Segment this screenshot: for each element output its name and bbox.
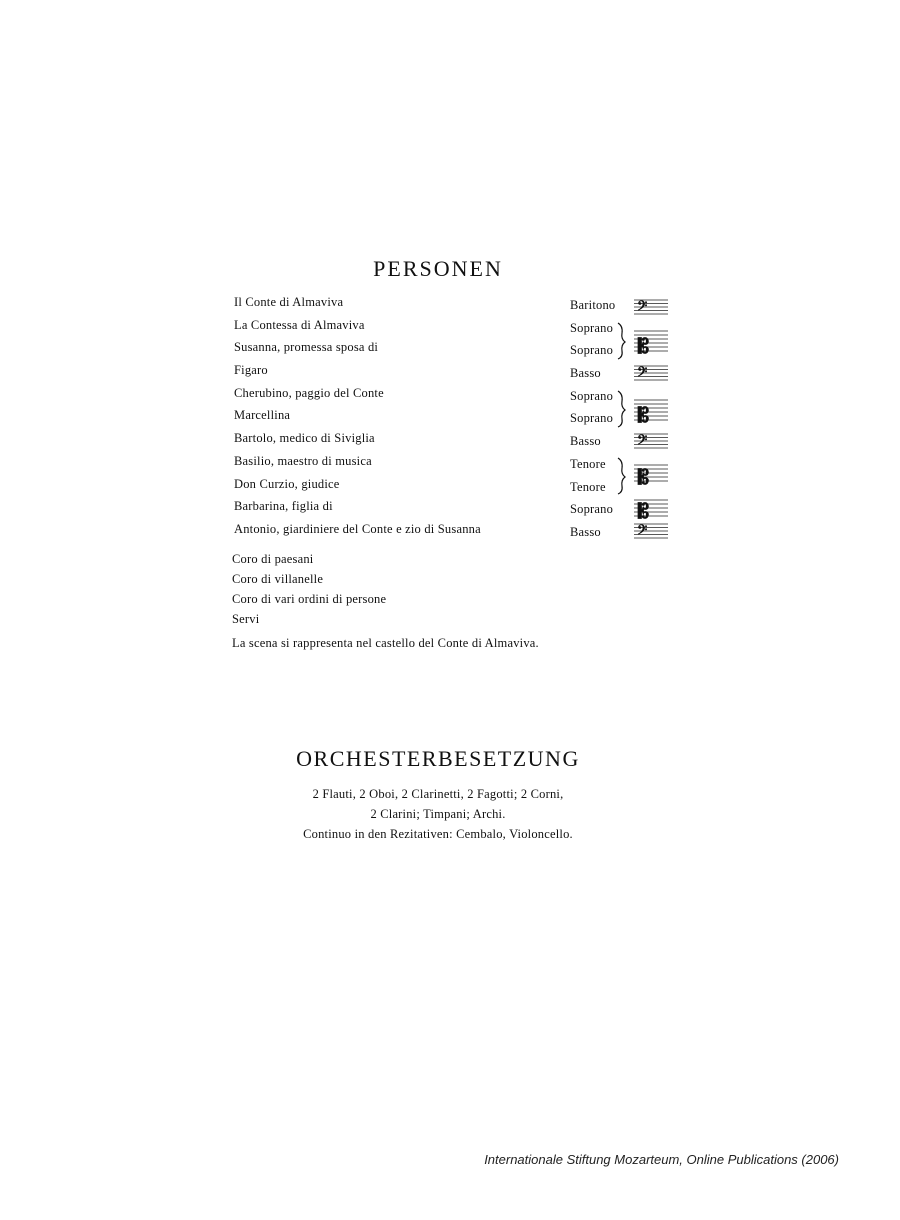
chorus-item: Coro di villanelle (232, 572, 324, 586)
voice-type: Soprano (570, 502, 614, 517)
bass-clef-icon: 𝄢 (637, 432, 648, 451)
voice-type: Soprano (570, 343, 614, 358)
chorus-list (232, 552, 386, 632)
voice-type: Soprano (570, 388, 614, 403)
chorus-item: Coro di vari ordini di persone (232, 592, 387, 606)
role-name: Figaro (234, 363, 268, 378)
c-clef-icon: 𝄡 (638, 334, 650, 358)
voice-type: Soprano (570, 320, 614, 335)
bass-clef-icon: 𝄢 (637, 298, 648, 317)
c-clef-icon: 𝄡 (638, 403, 650, 427)
role-name: Il Conte di Almaviva (234, 295, 344, 309)
chorus-item: Servi (232, 612, 260, 626)
personen-heading: PERSONEN (373, 256, 503, 281)
role-name: Cherubino, paggio del Conte (234, 385, 384, 400)
brace-icon (618, 323, 625, 494)
instrumentation-line: 2 Flauti, 2 Oboi, 2 Clarinetti, 2 Fagotti; 2 Corni, (312, 787, 564, 801)
role-name: Basilio, maestro di musica (234, 453, 372, 468)
voice-type: Basso (570, 434, 601, 449)
instrumentation-line: Continuo in den Rezitativen: Cembalo, Violoncello. (303, 827, 573, 841)
role-name: Marcellina (234, 408, 291, 423)
role-name: Bartolo, medico di Siviglia (234, 431, 375, 446)
chorus-item: Coro di paesani (232, 552, 314, 566)
bass-clef-icon: 𝄢 (637, 522, 648, 541)
voice-type: Baritono (570, 298, 616, 312)
bass-clef-icon: 𝄢 (637, 364, 648, 383)
role-name: Susanna, promessa sposa di (234, 340, 379, 355)
instrumentation-line: 2 Clarini; Timpani; Archi. (370, 807, 506, 821)
c-clef-icon: 𝄡 (638, 465, 650, 489)
voice-type: Tenore (570, 456, 606, 471)
voice-type: Basso (570, 524, 601, 539)
role-name: Antonio, giardiniere del Conte e zio di Susanna (234, 521, 481, 536)
voice-type: Tenore (570, 479, 606, 494)
c-clef-icon: 𝄡 (638, 499, 650, 523)
role-name: La Contessa di Almaviva (234, 317, 365, 332)
voice-type: Basso (570, 366, 601, 381)
voice-type: Soprano (570, 411, 614, 426)
role-name: Don Curzio, giudice (234, 476, 340, 491)
scene-description: La scena si rappresenta nel castello del Conte di Almaviva. (232, 636, 539, 650)
publication-footer: Internationale Stiftung Mozarteum, Online Publications (2006) (484, 1152, 839, 1167)
orchestra-instrumentation (0, 787, 876, 847)
orchestra-heading: ORCHESTERBESETZUNG (296, 746, 580, 771)
role-name: Barbarina, figlia di (234, 499, 333, 514)
